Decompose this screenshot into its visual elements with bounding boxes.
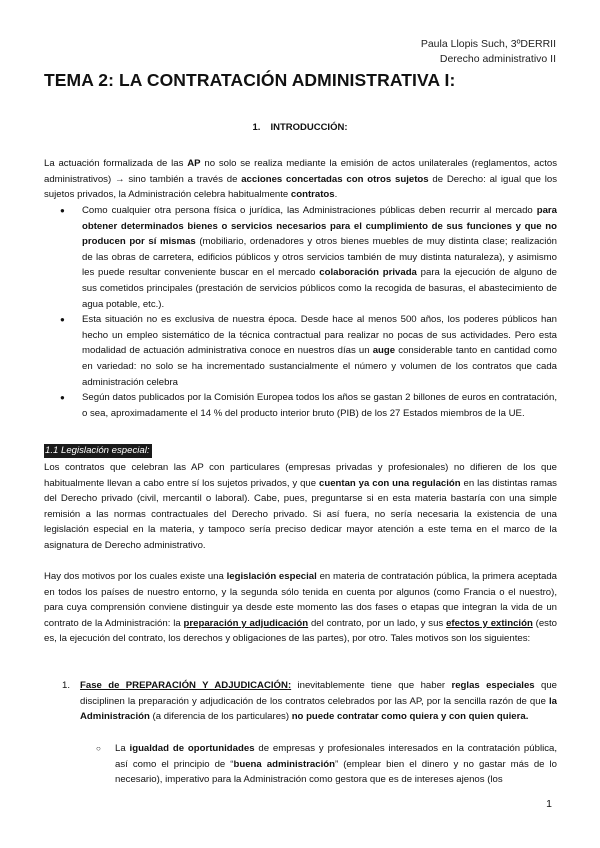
intro-text: de Derecho: al igual que los sujetos privados, la Administración celebra habitualmente [44,173,557,201]
item-text: que disciplinen la preparación y adjudicación de los contratos celebrados por las AP, por la sencilla razón de que [80,680,558,707]
item-label: Fase de [80,680,126,691]
bullet-dot-icon: ● [60,206,65,215]
page-header [421,37,556,67]
intro-text: La actuación formalizada de las [44,158,188,169]
paragraph-bold-underline: efectos y extinción [446,617,533,629]
section-label: INTRODUCCIÓN: [270,122,348,133]
intro-bullet-list [60,203,557,421]
bullet-bold: auge [372,345,396,357]
paragraph-bold: cuentan ya con una regulación [319,477,461,489]
bullet-item [60,390,557,421]
sub-item-text: La [115,743,130,754]
bullet-text: Esta situación no es exclusiva de nuestra época. Desde hace al menos 500 años, los poderes públicos han hecho un empleo sistemático de la técnica contractual para realizar no pocas de sus actividades. Pero esta modalidad de actuación administrativa conoce en nuestros días un [82,314,557,357]
item-text: inevitablemente tiene que haber [291,680,452,691]
intro-text: . [334,189,338,201]
circle-bullet-icon: ○ [96,744,101,753]
motives-sub-list [96,741,558,788]
item-bold: la Administración [80,695,557,723]
item-label: PREPARACIÓN Y ADJUDICACIÓN [125,680,288,691]
sub-item-text: de empresas y profesionales interesados en la contratación pública, así como el principio de “ [115,743,558,770]
intro-text: no solo se realiza mediante la emisión de actos unilaterales (reglamentos, actos administrativos) → sino también a través de [44,158,557,185]
bullet-text: considerable tanto en cantidad como en variedad: no solo se ha incrementado sustancialmente el número y volumen de los contratos que cada administración celebra [82,345,557,388]
paragraph-text: en materia de contratación pública, la primera aceptada en todos los países de nuestro entorno, y la segunda sólo tenida en cuenta por algunos (como Francia o el nuestro), para cuya comprensión conviene distinguir ya desde este momento las dos fases o etapas que integran la vida de un contrato de la Administración: la [44,571,558,629]
bullet-text: (mobiliario, ordenadores y otros bienes muebles de muy distinta clase; realización de las obras de carretera, edificios públicos y otros servicios también de muy distinta naturaleza), y asimismo les puede resultar conveniente buscar en el mercado [82,236,557,279]
paragraph-bold: legislación especial [226,571,317,582]
motives-paragraph [44,569,557,647]
item-number: 1. [62,680,71,691]
intro-bold: acciones concertadas con otros sujetos [241,173,429,185]
bullet-dot-icon: ● [60,315,65,325]
header-subject: Derecho administrativo II [439,53,556,65]
sub-item-text: ” (emplear bien el dinero y no gastar más de lo necesario), imperativo para la Administración como gestora que es de intereses ajenos (los [115,758,558,786]
paragraph-text: en las distintas ramas del Derecho privado (civil, mercantil o laboral). Cabe, pues, preguntarse si en esta materia bastaría con una simple remisión a las normas contractuales del Derecho privado. Si así fuera, no sería necesaria la existencia de una legislación especial en la materia, y tampoco sería preciso dedicar mayor atención a este tema en el marco de la asignatura de Derecho administrativo. [44,477,557,551]
intro-bold: AP [187,158,201,169]
intro-paragraph [44,156,557,203]
intro-bold: contratos [290,189,335,201]
section-number: 1. [252,122,261,133]
bullet-text: Según datos publicados por la Comisión Europea todos los años se gastan 2 billones de euros en contratación, o sea, aproximadamente el 14 % del producto interior bruto (PIB) de los 27 Estados miembros de la UE. [82,392,557,419]
item-text: (a diferencia de los particulares) [149,711,292,723]
numbered-item [62,678,558,725]
bullet-item [60,203,557,312]
header-author: Paula Llopis Such, 3ºDERRII [420,38,556,50]
motives-numbered-list [62,678,558,725]
item-bold: reglas especiales [451,680,535,691]
bullet-dot-icon: ● [60,393,65,403]
paragraph-bold-underline: preparación y adjudicación [183,617,309,629]
bullet-item [60,312,557,390]
document-title: TEMA 2: LA CONTRATACIÓN ADMINISTRATIVA I: [44,70,456,90]
paragraph-text: (esto es, la ejecución del contrato, los derechos y obligaciones de las partes), por otro. Tales motivos son los siguientes: [44,617,557,645]
section-heading-introduccion [0,122,600,133]
bullet-bold: para obtener determinados bienes o servicios necesarios para el cumplimiento de sus funciones y que no producen por sí mismas [82,205,557,248]
page-number: 1 [546,798,552,810]
bullet-bold: colaboración privada [319,267,417,279]
paragraph-text: del contrato, por un lado, y sus [308,617,447,629]
legislation-paragraph [44,460,557,554]
sub-item-bold: buena administración [233,758,335,770]
sub-item [96,741,558,788]
bullet-text: Como cualquier otra persona física o jurídica, las Administraciones públicas deben recurrir al mercado [82,205,537,216]
item-label: : [287,680,292,691]
paragraph-text: Los contratos que celebran las AP con particulares (empresas privadas y profesionales) no difieren de los que habitualmente llevan a cabo entre sí los sujetos privados, y que [44,462,557,489]
subsection-heading: 1.1 Legislación especial: [45,445,150,456]
sub-item-bold: igualdad de oportunidades [129,743,255,754]
item-bold: no puede contratar como quiera y con quien quiera. [291,711,529,723]
paragraph-text: Hay dos motivos por los cuales existe una [44,571,227,582]
bullet-text: para la ejecución de alguno de sus cometidos principales (prestación de servicios públicos como la recogida de basuras, el abastecimiento de agua potable, etc.). [82,267,557,310]
